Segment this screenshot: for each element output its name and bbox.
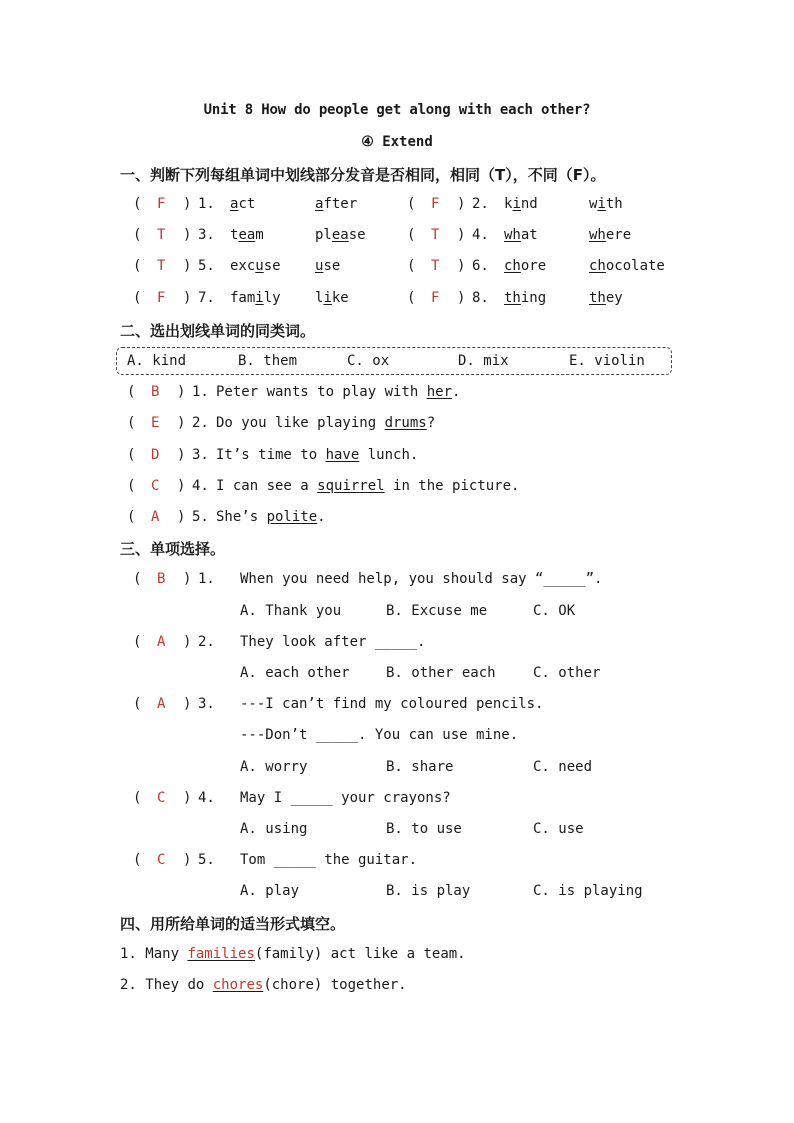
category-item: [127, 415, 627, 437]
word-part: l: [315, 290, 324, 306]
answer-letter: T: [431, 227, 440, 243]
answer-letter: A: [157, 634, 166, 650]
fill-blank-item: [120, 977, 407, 999]
answer-letter: D: [151, 447, 160, 463]
underlined-word: polite: [266, 509, 318, 525]
sentence-text: (family) act like a team.: [254, 946, 466, 962]
section-3-heading: 三、单项选择。: [120, 540, 226, 558]
question-line: Tom _____ the guitar.: [240, 852, 418, 868]
open-paren: (: [407, 227, 416, 243]
option-4: D. mix: [458, 353, 509, 369]
answer-letter: F: [431, 290, 440, 306]
word-part: nd: [520, 196, 538, 212]
answer-option: C. use: [533, 821, 584, 837]
open-paren: (: [133, 571, 142, 587]
close-paren: ): [457, 258, 466, 274]
answer-letter: C: [157, 790, 166, 806]
item-number: 5.: [192, 509, 209, 525]
word-part: k: [504, 196, 513, 212]
underlined-part: i: [323, 290, 332, 306]
open-paren: (: [407, 290, 416, 306]
underlined-part: i: [597, 196, 606, 212]
word-part: ing: [520, 290, 547, 306]
pronunciation-item: [407, 196, 677, 218]
filled-answer: families: [187, 946, 255, 962]
item-number: 2.: [192, 415, 209, 431]
category-item: [127, 478, 627, 500]
item-number: 4.: [472, 227, 489, 243]
underlined-part: th: [504, 290, 521, 306]
item-number: 5.: [198, 852, 215, 868]
underlined-word: drums: [384, 415, 427, 431]
sentence-text: .: [317, 509, 326, 525]
open-paren: (: [127, 509, 136, 525]
answer-option: B. other each: [386, 665, 496, 681]
close-paren: ): [457, 227, 466, 243]
word-1: [504, 290, 546, 306]
answer-option: B. Excuse me: [386, 603, 488, 619]
page-title: Unit 8 How do people get along with each other?: [203, 102, 591, 118]
answer-letter: T: [431, 258, 440, 274]
answer-letter: C: [151, 478, 160, 494]
answer-option: B. to use: [386, 821, 462, 837]
close-paren: ): [177, 509, 186, 525]
option-2: B. them: [238, 353, 298, 369]
word-2: [315, 196, 357, 212]
section-1-heading: 一、判断下列每组单词中划线部分发音是否相同，相同（T），不同（F）。: [120, 166, 606, 184]
answer-option: A. using: [240, 821, 308, 837]
page-subtitle: ④ Extend: [361, 134, 433, 150]
underlined-part: ch: [504, 258, 521, 274]
item-number: 1.: [198, 196, 215, 212]
sentence-text: (chore) together.: [263, 977, 407, 993]
sentence-text: Do you like playing: [216, 415, 385, 431]
category-item: [127, 509, 627, 531]
open-paren: (: [133, 696, 142, 712]
underlined-word: squirrel: [317, 478, 385, 494]
sentence: [216, 509, 326, 525]
answer-option: A. worry: [240, 759, 308, 775]
close-paren: ): [457, 196, 466, 212]
close-paren: ): [183, 196, 192, 212]
open-paren: (: [133, 790, 142, 806]
answer-letter: C: [157, 852, 166, 868]
item-number: 1.: [198, 571, 215, 587]
open-paren: (: [133, 634, 142, 650]
option-1: A. kind: [127, 353, 187, 369]
word-part: fter: [323, 196, 358, 212]
sentence-text: .: [452, 384, 461, 400]
answer-letter: F: [431, 196, 440, 212]
answer-letter: T: [157, 258, 166, 274]
open-paren: (: [133, 290, 142, 306]
word-2: [589, 196, 623, 212]
word-2: [589, 290, 623, 306]
underlined-part: i: [255, 290, 264, 306]
word-1: [504, 227, 538, 243]
question-line: They look after _____.: [240, 634, 426, 650]
sentence-text: Peter wants to play with: [216, 384, 427, 400]
word-1: [230, 196, 255, 212]
word-part: at: [520, 227, 538, 243]
sentence-text: lunch.: [359, 447, 419, 463]
word-part: se: [323, 258, 341, 274]
fill-blank-item: [120, 946, 466, 968]
word-part: th: [605, 196, 623, 212]
word-part: ere: [605, 227, 632, 243]
close-paren: ): [183, 852, 192, 868]
underlined-part: wh: [504, 227, 521, 243]
underlined-word: her: [426, 384, 453, 400]
word-part: pl: [315, 227, 332, 243]
underlined-word: have: [325, 447, 360, 463]
answer-option: A. Thank you: [240, 603, 342, 619]
sentence: [216, 384, 460, 400]
sentence-text: in the picture.: [384, 478, 520, 494]
pronunciation-item: [133, 258, 403, 280]
word-2: [589, 227, 631, 243]
item-number: 2.: [120, 977, 137, 993]
sentence: [216, 415, 435, 431]
open-paren: (: [133, 196, 142, 212]
sentence-text: It’s time to: [216, 447, 326, 463]
answer-option: A. play: [240, 883, 300, 899]
item-number: 1.: [120, 946, 137, 962]
item-number: 4.: [198, 790, 215, 806]
close-paren: ): [457, 290, 466, 306]
word-part: ct: [238, 196, 256, 212]
word-part: ly: [263, 290, 281, 306]
sentence: [216, 447, 418, 463]
underlined-part: i: [512, 196, 521, 212]
item-number: 3.: [198, 696, 215, 712]
close-paren: ): [177, 447, 186, 463]
word-2: [315, 290, 349, 306]
category-item: [127, 384, 627, 406]
category-item: [127, 447, 627, 469]
sentence-text: I can see a: [216, 478, 318, 494]
answer-option: C. is playing: [533, 883, 643, 899]
sentence-text: Many: [145, 946, 188, 962]
close-paren: ): [183, 696, 192, 712]
question-line: When you need help, you should say “_____”.: [240, 571, 603, 587]
item-number: 6.: [472, 258, 489, 274]
word-1: [504, 196, 538, 212]
underlined-part: u: [315, 258, 324, 274]
underlined-part: a: [315, 196, 324, 212]
close-paren: ): [183, 634, 192, 650]
question-line: ---Don’t _____. You can use mine.: [240, 727, 519, 743]
word-part: exc: [230, 258, 256, 274]
sentence-text: They do: [145, 977, 213, 993]
item-number: 5.: [198, 258, 215, 274]
open-paren: (: [127, 415, 136, 431]
filled-answer: chores: [212, 977, 264, 993]
answer-option: B. share: [386, 759, 454, 775]
close-paren: ): [177, 415, 186, 431]
open-paren: (: [133, 852, 142, 868]
open-paren: (: [133, 227, 142, 243]
word-1: [230, 227, 264, 243]
answer-option: C. OK: [533, 603, 576, 619]
answer-option: C. need: [533, 759, 593, 775]
open-paren: (: [407, 196, 416, 212]
word-part: ey: [605, 290, 623, 306]
item-number: 3.: [198, 227, 215, 243]
word-part: t: [230, 227, 239, 243]
word-part: se: [348, 227, 366, 243]
open-paren: (: [127, 447, 136, 463]
underlined-part: wh: [589, 227, 606, 243]
close-paren: ): [183, 290, 192, 306]
word-2: [315, 258, 340, 274]
close-paren: ): [177, 384, 186, 400]
pronunciation-item: [407, 290, 677, 312]
question-line: May I _____ your crayons?: [240, 790, 451, 806]
answer-option: A. each other: [240, 665, 350, 681]
open-paren: (: [127, 478, 136, 494]
answer-letter: F: [157, 290, 166, 306]
open-paren: (: [133, 258, 142, 274]
underlined-part: ea: [331, 227, 349, 243]
answer-letter: A: [151, 509, 160, 525]
option-5: E. violin: [569, 353, 645, 369]
underlined-part: a: [230, 196, 239, 212]
underlined-part: u: [255, 258, 264, 274]
section-4-heading: 四、用所给单词的适当形式填空。: [120, 915, 346, 933]
sentence-text: She’s: [216, 509, 267, 525]
section-2-heading: 二、选出划线单词的同类词。: [120, 322, 316, 340]
pronunciation-item: [407, 227, 677, 249]
word-part: m: [255, 227, 264, 243]
word-part: w: [589, 196, 598, 212]
answer-letter: T: [157, 227, 166, 243]
item-number: 4.: [192, 478, 209, 494]
pronunciation-item: [133, 290, 403, 312]
word-part: ke: [331, 290, 349, 306]
pronunciation-item: [133, 227, 403, 249]
item-number: 7.: [198, 290, 215, 306]
answer-letter: E: [151, 415, 160, 431]
sentence: [216, 478, 519, 494]
item-number: 2.: [472, 196, 489, 212]
answer-letter: A: [157, 696, 166, 712]
word-1: [230, 290, 281, 306]
pronunciation-item: [407, 258, 677, 280]
word-1: [504, 258, 546, 274]
underlined-part: ch: [589, 258, 606, 274]
item-number: 8.: [472, 290, 489, 306]
answer-option: B. is play: [386, 883, 471, 899]
item-number: 3.: [192, 447, 209, 463]
close-paren: ): [183, 790, 192, 806]
sentence-text: ?: [426, 415, 436, 431]
word-part: se: [263, 258, 281, 274]
open-paren: (: [407, 258, 416, 274]
answer-letter: B: [157, 571, 166, 587]
word-2: [589, 258, 665, 274]
question-line: ---I can’t find my coloured pencils.: [240, 696, 544, 712]
word-part: fam: [230, 290, 256, 306]
underlined-part: ea: [238, 227, 256, 243]
option-3: C. ox: [347, 353, 390, 369]
answer-option: C. other: [533, 665, 601, 681]
close-paren: ): [183, 571, 192, 587]
answer-letter: B: [151, 384, 160, 400]
pronunciation-item: [133, 196, 403, 218]
close-paren: ): [183, 227, 192, 243]
item-number: 1.: [192, 384, 209, 400]
word-1: [230, 258, 281, 274]
word-2: [315, 227, 366, 243]
item-number: 2.: [198, 634, 215, 650]
word-part: ocolate: [605, 258, 665, 274]
word-part: ore: [520, 258, 547, 274]
open-paren: (: [127, 384, 136, 400]
answer-letter: F: [157, 196, 166, 212]
underlined-part: th: [589, 290, 606, 306]
close-paren: ): [183, 258, 192, 274]
close-paren: ): [177, 478, 186, 494]
